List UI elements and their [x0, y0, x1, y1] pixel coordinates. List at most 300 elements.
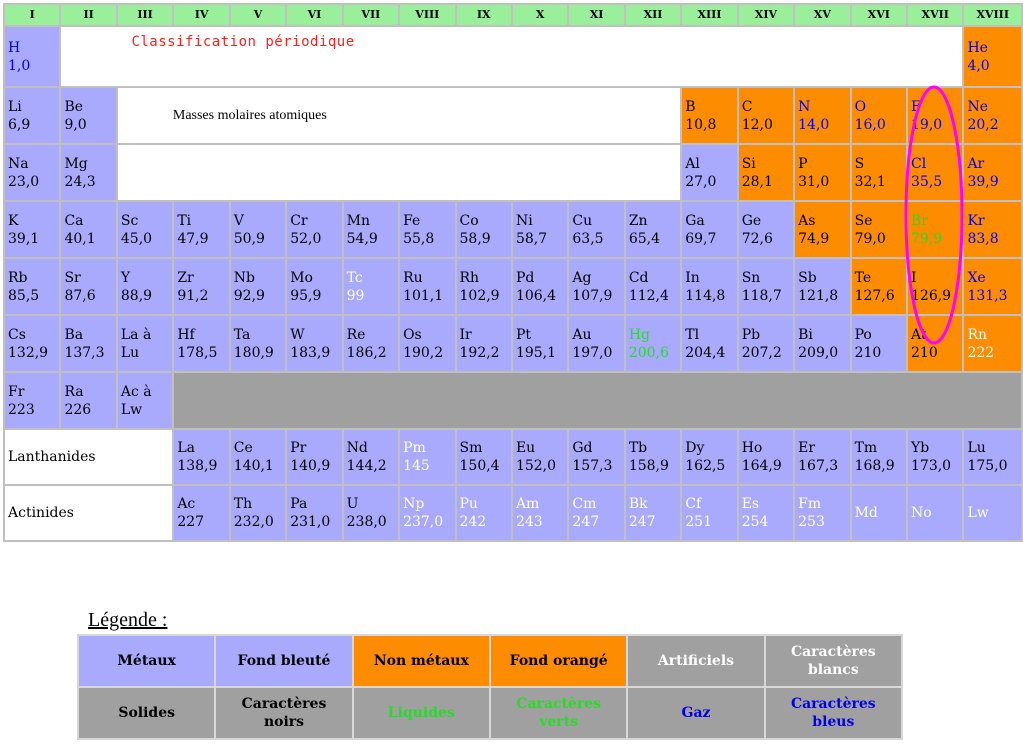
- element-cell-re: [344, 316, 398, 371]
- element-symbol: He: [967, 39, 988, 56]
- element-mass: 157,3: [572, 458, 613, 474]
- element-symbol: Ti: [177, 212, 192, 229]
- element-cell-th: [231, 486, 285, 540]
- element-cell-nd: [344, 430, 398, 484]
- legend-solids: Solides: [79, 688, 214, 738]
- element-mass: 112,4: [628, 287, 669, 304]
- element-mass: 164,9: [741, 458, 782, 474]
- element-symbol: Fr: [8, 383, 25, 400]
- element-symbol: Nb: [233, 269, 255, 286]
- element-symbol: Pr: [290, 440, 307, 456]
- element-mass: 190,2: [403, 344, 444, 361]
- element-symbol: Mg: [64, 155, 88, 172]
- element-cell-hg: [626, 316, 680, 371]
- element-cell-lu: [964, 430, 1021, 484]
- group-header: XIII: [682, 5, 736, 25]
- element-mass: 238,0: [346, 514, 387, 530]
- element-cell-am: [513, 486, 567, 540]
- element-symbol: Zn: [628, 212, 648, 229]
- element-symbol: Sc: [120, 212, 139, 229]
- element-mass: 74,9: [798, 230, 830, 247]
- element-cell-ce: [231, 430, 285, 484]
- element-mass: 10,8: [685, 116, 717, 133]
- element-symbol: Li: [8, 98, 22, 115]
- element-cell-sr: [61, 259, 115, 314]
- element-cell-nb: [231, 259, 285, 314]
- element-symbol: Tc: [346, 269, 363, 286]
- element-cell-rb: [5, 259, 59, 314]
- element-mass: 200,6: [628, 344, 669, 361]
- element-symbol: Ce: [233, 440, 253, 456]
- element-mass: 6,9: [8, 116, 31, 133]
- element-symbol: Sm: [459, 440, 483, 456]
- element-cell-mg: [61, 145, 115, 200]
- periodic-table: [3, 3, 1023, 542]
- group-header: XVI: [852, 5, 906, 25]
- element-cell-ni: [513, 202, 567, 257]
- element-symbol: At: [911, 326, 927, 343]
- element-mass: 231,0: [290, 514, 331, 530]
- element-symbol: Cf: [685, 496, 702, 512]
- element-cell-li: [5, 88, 59, 143]
- element-symbol: Ne: [967, 98, 988, 115]
- element-cell-os: [400, 316, 454, 371]
- element-cell-zr: [174, 259, 228, 314]
- element-symbol: Be: [64, 98, 84, 115]
- element-cell-tm: [852, 430, 906, 484]
- element-symbol: Re: [346, 326, 366, 343]
- element-mass: 251: [685, 514, 712, 530]
- legend-white-chars: Caractères blancs: [766, 636, 901, 686]
- element-cell-ga: [682, 202, 736, 257]
- element-mass: 9,0: [64, 116, 87, 133]
- element-symbol: C: [741, 98, 753, 115]
- element-symbol: Cm: [572, 496, 597, 512]
- element-symbol: Cr: [290, 212, 308, 229]
- element-symbol: Br: [911, 212, 928, 229]
- element-mass: 242: [459, 514, 487, 530]
- element-cell-lw: [964, 486, 1021, 540]
- element-mass: 223: [8, 401, 35, 418]
- element-cell-ra: [61, 373, 115, 428]
- group-header: XI: [569, 5, 623, 25]
- element-cell-po: [852, 316, 906, 371]
- group-header: IX: [457, 5, 511, 25]
- element-symbol: Ta: [233, 326, 251, 343]
- actinides-label: Actinides: [5, 486, 172, 540]
- group-header: I: [5, 5, 59, 25]
- lanthanides-row: [5, 430, 1021, 484]
- element-symbol: Pt: [515, 326, 531, 343]
- element-symbol: Rh: [459, 269, 480, 286]
- element-mass: 39,9: [967, 173, 999, 190]
- legend-orange-background: Fond orangé: [491, 636, 626, 686]
- element-symbol: Ru: [403, 269, 423, 286]
- element-cell-cm: [569, 486, 623, 540]
- group-header: III: [118, 5, 172, 25]
- period-2-row: [5, 88, 1021, 143]
- element-cell-mo: [287, 259, 341, 314]
- element-cell-pa: [287, 486, 341, 540]
- group-header: XVIII: [964, 5, 1021, 25]
- element-symbol: F: [911, 98, 921, 115]
- element-symbol: V: [233, 212, 244, 229]
- element-mass: 247: [628, 514, 656, 530]
- element-symbol: B: [685, 98, 696, 115]
- element-mass: 152,0: [515, 458, 557, 474]
- legend-artificial: Artificiels: [628, 636, 763, 686]
- element-mass: 28,1: [741, 173, 773, 190]
- element-symbol: Sb: [798, 269, 817, 286]
- element-mass: 167,3: [798, 458, 839, 474]
- element-cell-dy: [682, 430, 736, 484]
- legend-green-chars: Caractères verts: [491, 688, 626, 738]
- element-cell-hf: [174, 316, 228, 371]
- element-symbol: W: [290, 326, 305, 343]
- element-mass: 79,9: [911, 230, 943, 247]
- element-symbol: Se: [854, 212, 873, 229]
- element-mass: 207,2: [741, 344, 782, 361]
- element-mass: 140,1: [233, 458, 274, 474]
- element-cell-cr: [287, 202, 341, 257]
- element-symbol: Gd: [572, 440, 593, 456]
- group-header: VIII: [400, 5, 454, 25]
- legend-blue-chars: Caractères bleus: [766, 688, 901, 738]
- element-mass: 127,6: [854, 287, 895, 304]
- element-mass: 192,2: [459, 344, 500, 361]
- page-subtitle: Masses molaires atomiques: [118, 88, 680, 143]
- element-symbol: Au: [572, 326, 592, 343]
- element-cell-lalu: [118, 316, 172, 371]
- element-cell-k: [5, 202, 59, 257]
- element-cell-f: [908, 88, 962, 143]
- legend-gases: Gaz: [628, 688, 763, 738]
- element-cell-la: [174, 430, 228, 484]
- element-mass: 204,4: [685, 344, 726, 361]
- element-cell-ne: [964, 88, 1021, 143]
- element-mass: 72,6: [741, 230, 773, 247]
- element-cell-sc: [118, 202, 172, 257]
- element-mass: 35,5: [911, 173, 943, 190]
- period-5-row: [5, 259, 1021, 314]
- blank-area: [118, 145, 680, 200]
- element-symbol: H: [8, 39, 21, 56]
- element-symbol: Ar: [967, 155, 985, 172]
- element-symbol: Zr: [177, 269, 194, 286]
- element-mass: 126,9: [911, 287, 952, 304]
- element-symbol: Eu: [515, 440, 536, 456]
- element-mass: 58,9: [459, 230, 491, 247]
- element-mass: 226: [64, 401, 92, 418]
- element-mass: 65,4: [628, 230, 660, 247]
- element-symbol: Cd: [628, 269, 649, 286]
- element-symbol: Fe: [403, 212, 421, 229]
- element-cell-br: [908, 202, 962, 257]
- element-cell-gd: [569, 430, 623, 484]
- element-mass: 102,9: [459, 287, 500, 304]
- element-cell-ta: [231, 316, 285, 371]
- element-symbol: Cs: [8, 326, 26, 343]
- element-cell-tl: [682, 316, 736, 371]
- element-mass: 197,0: [572, 344, 613, 361]
- element-mass: 137,3: [64, 344, 105, 361]
- element-mass: 87,6: [64, 287, 96, 304]
- element-mass: 85,5: [8, 287, 40, 304]
- element-mass: 4,0: [967, 57, 990, 74]
- element-cell-bk: [626, 486, 680, 540]
- group-header: XVII: [908, 5, 962, 25]
- group-header: X: [513, 5, 567, 25]
- element-mass: 99: [346, 287, 365, 304]
- element-mass: 55,8: [403, 230, 435, 247]
- page-title: Classification périodique: [61, 27, 962, 86]
- legend-nonmetals: Non métaux: [354, 636, 489, 686]
- element-symbol: Tl: [685, 326, 700, 343]
- legend-title: Légende :: [88, 609, 168, 631]
- element-cell-pt: [513, 316, 567, 371]
- element-mass: 178,5: [177, 344, 218, 361]
- element-cell-si: [739, 145, 793, 200]
- element-mass: 79,0: [854, 230, 886, 247]
- legend-row: [79, 688, 901, 738]
- element-cell-ca: [61, 202, 115, 257]
- element-symbol: La à: [120, 326, 152, 343]
- element-mass: 132,9: [8, 344, 49, 361]
- element-symbol: Ac à: [120, 383, 152, 400]
- element-mass: 162,5: [685, 458, 726, 474]
- element-mass: 210: [911, 344, 938, 361]
- element-mass: 91,2: [177, 287, 209, 304]
- element-mass: 69,7: [685, 230, 717, 247]
- element-symbol: No: [911, 505, 932, 521]
- element-symbol: Cl: [911, 155, 927, 172]
- element-symbol: K: [8, 212, 19, 229]
- element-symbol: Ra: [64, 383, 84, 400]
- element-cell-cs: [5, 316, 59, 371]
- element-mass: 52,0: [290, 230, 322, 247]
- element-symbol: Kr: [967, 212, 985, 229]
- element-mass: 131,3: [967, 287, 1008, 304]
- element-symbol: Pm: [403, 440, 426, 456]
- element-symbol: La: [177, 440, 195, 456]
- element-mass: 88,9: [120, 287, 153, 304]
- element-cell-fr: [5, 373, 59, 428]
- legend-metals: Métaux: [79, 636, 214, 686]
- element-symbol: Cu: [572, 212, 593, 229]
- element-mass: 23,0: [8, 173, 40, 190]
- element-cell-bi: [795, 316, 849, 371]
- element-symbol: Al: [685, 155, 700, 172]
- group-header-row: [5, 5, 1021, 25]
- element-cell-pb: [739, 316, 793, 371]
- period-1-row: [5, 27, 1021, 86]
- element-cell-p: [795, 145, 849, 200]
- element-mass: 12,0: [741, 116, 773, 133]
- element-symbol: Os: [403, 326, 422, 343]
- element-mass: 118,7: [741, 287, 782, 304]
- group-header: XIV: [739, 5, 793, 25]
- element-cell-au: [569, 316, 623, 371]
- element-mass: 40,1: [64, 230, 96, 247]
- element-mass: 168,9: [854, 458, 895, 474]
- lanthanides-label: Lanthanides: [5, 430, 172, 484]
- element-cell-ag: [569, 259, 623, 314]
- legend-liquids: Liquides: [354, 688, 489, 738]
- element-cell-ba: [61, 316, 115, 371]
- element-cell-no: [908, 486, 962, 540]
- element-cell-yb: [908, 430, 962, 484]
- element-cell-sb: [795, 259, 849, 314]
- element-cell-u: [344, 486, 398, 540]
- legend-table: [77, 634, 903, 740]
- group-header: IV: [174, 5, 228, 25]
- element-symbol: Ni: [515, 212, 533, 229]
- element-mass: 47,9: [177, 230, 209, 247]
- element-cell-mn: [344, 202, 398, 257]
- element-mass: 138,9: [177, 458, 218, 474]
- element-mass: 107,9: [572, 287, 613, 304]
- element-symbol: Nd: [346, 440, 368, 456]
- element-symbol: S: [854, 155, 865, 172]
- element-symbol: Rn: [967, 326, 987, 343]
- element-cell-cd: [626, 259, 680, 314]
- element-symbol: Ir: [459, 326, 472, 343]
- element-mass: 14,0: [798, 116, 830, 133]
- element-cell-cl: [908, 145, 962, 200]
- element-cell-co: [457, 202, 511, 257]
- element-symbol: N: [798, 98, 811, 115]
- element-mass: 237,0: [403, 514, 444, 530]
- element-mass: 31,0: [798, 173, 830, 190]
- period-4-row: [5, 202, 1021, 257]
- element-cell-tb: [626, 430, 680, 484]
- element-cell-fe: [400, 202, 454, 257]
- element-mass: 83,8: [967, 230, 999, 247]
- element-symbol: P: [798, 155, 808, 172]
- element-symbol: Bk: [628, 496, 648, 512]
- element-mass: 101,1: [403, 287, 444, 304]
- element-mass: 114,8: [685, 287, 726, 304]
- period-6-row: [5, 316, 1021, 371]
- element-cell-zn: [626, 202, 680, 257]
- group-header: VII: [344, 5, 398, 25]
- element-mass: 45,0: [120, 230, 153, 247]
- legend-bluish-background: Fond bleuté: [216, 636, 351, 686]
- element-cell-at: [908, 316, 962, 371]
- element-cell-ge: [739, 202, 793, 257]
- element-symbol: Sn: [741, 269, 761, 286]
- element-mass: 254: [741, 514, 769, 530]
- element-symbol: Sr: [64, 269, 81, 286]
- element-symbol: Na: [8, 155, 29, 172]
- element-mass: 92,9: [233, 287, 265, 304]
- element-cell-np: [400, 486, 454, 540]
- element-symbol: Ag: [572, 269, 592, 286]
- element-mass: 180,9: [233, 344, 274, 361]
- element-cell-ac: [174, 486, 228, 540]
- element-cell-xe: [964, 259, 1021, 314]
- element-mass: 222: [967, 344, 995, 361]
- element-mass: 106,4: [515, 287, 557, 304]
- element-cell-w: [287, 316, 341, 371]
- legend-row: [79, 636, 901, 686]
- element-symbol: As: [798, 212, 816, 229]
- element-symbol: Y: [120, 269, 131, 286]
- element-symbol: Yb: [911, 440, 930, 456]
- element-mass: 58,7: [515, 230, 548, 247]
- element-cell-es: [739, 486, 793, 540]
- element-mass: 247: [572, 514, 600, 530]
- element-mass: 186,2: [346, 344, 387, 361]
- element-cell-as: [795, 202, 849, 257]
- element-symbol: Tm: [854, 440, 878, 456]
- element-cell-in: [682, 259, 736, 314]
- element-mass: 195,1: [515, 344, 557, 361]
- element-symbol: I: [911, 269, 917, 286]
- element-mass: 50,9: [233, 230, 265, 247]
- element-symbol: Hf: [177, 326, 195, 343]
- element-mass: 210: [854, 344, 882, 361]
- element-cell-s: [852, 145, 906, 200]
- element-symbol: Co: [459, 212, 479, 229]
- element-symbol: Md: [854, 505, 878, 521]
- element-cell-na: [5, 145, 59, 200]
- element-mass: 95,9: [290, 287, 322, 304]
- element-cell-pd: [513, 259, 567, 314]
- element-cell-ho: [739, 430, 793, 484]
- element-mass: 1,0: [8, 57, 31, 74]
- element-mass: 183,9: [290, 344, 331, 361]
- element-mass: 32,1: [854, 173, 886, 190]
- element-cell-c: [739, 88, 793, 143]
- element-cell-se: [852, 202, 906, 257]
- element-cell-fm: [795, 486, 849, 540]
- element-mass: 20,2: [967, 116, 999, 133]
- element-symbol: Rb: [8, 269, 28, 286]
- group-header: VI: [287, 5, 341, 25]
- period-3-row: [5, 145, 1021, 200]
- element-cell-h: [5, 27, 59, 86]
- element-cell-te: [852, 259, 906, 314]
- element-mass: 227: [177, 514, 205, 530]
- element-mass: 232,0: [233, 514, 274, 530]
- element-symbol: Po: [854, 326, 872, 343]
- element-cell-o: [852, 88, 906, 143]
- element-mass: 16,0: [854, 116, 886, 133]
- element-mass: 121,8: [798, 287, 839, 304]
- element-cell-md: [852, 486, 906, 540]
- element-cell-pu: [457, 486, 511, 540]
- legend-black-chars: Caractères noirs: [216, 688, 351, 738]
- element-cell-pm: [400, 430, 454, 484]
- element-symbol: Dy: [685, 440, 705, 456]
- element-symbol: Mn: [346, 212, 370, 229]
- element-symbol: Ac: [177, 496, 196, 512]
- element-cell-tc: [344, 259, 398, 314]
- element-symbol: Te: [854, 269, 872, 286]
- element-symbol: Am: [515, 496, 540, 512]
- element-symbol: Er: [798, 440, 816, 456]
- element-cell-rn: [964, 316, 1021, 371]
- element-symbol: Ba: [64, 326, 84, 343]
- element-cell-he: [964, 27, 1021, 86]
- element-symbol: Ho: [741, 440, 763, 456]
- element-symbol: Pd: [515, 269, 535, 286]
- element-cell-sn: [739, 259, 793, 314]
- element-mass: 175,0: [967, 458, 1008, 474]
- element-mass: 209,0: [798, 344, 839, 361]
- group-header: XII: [626, 5, 680, 25]
